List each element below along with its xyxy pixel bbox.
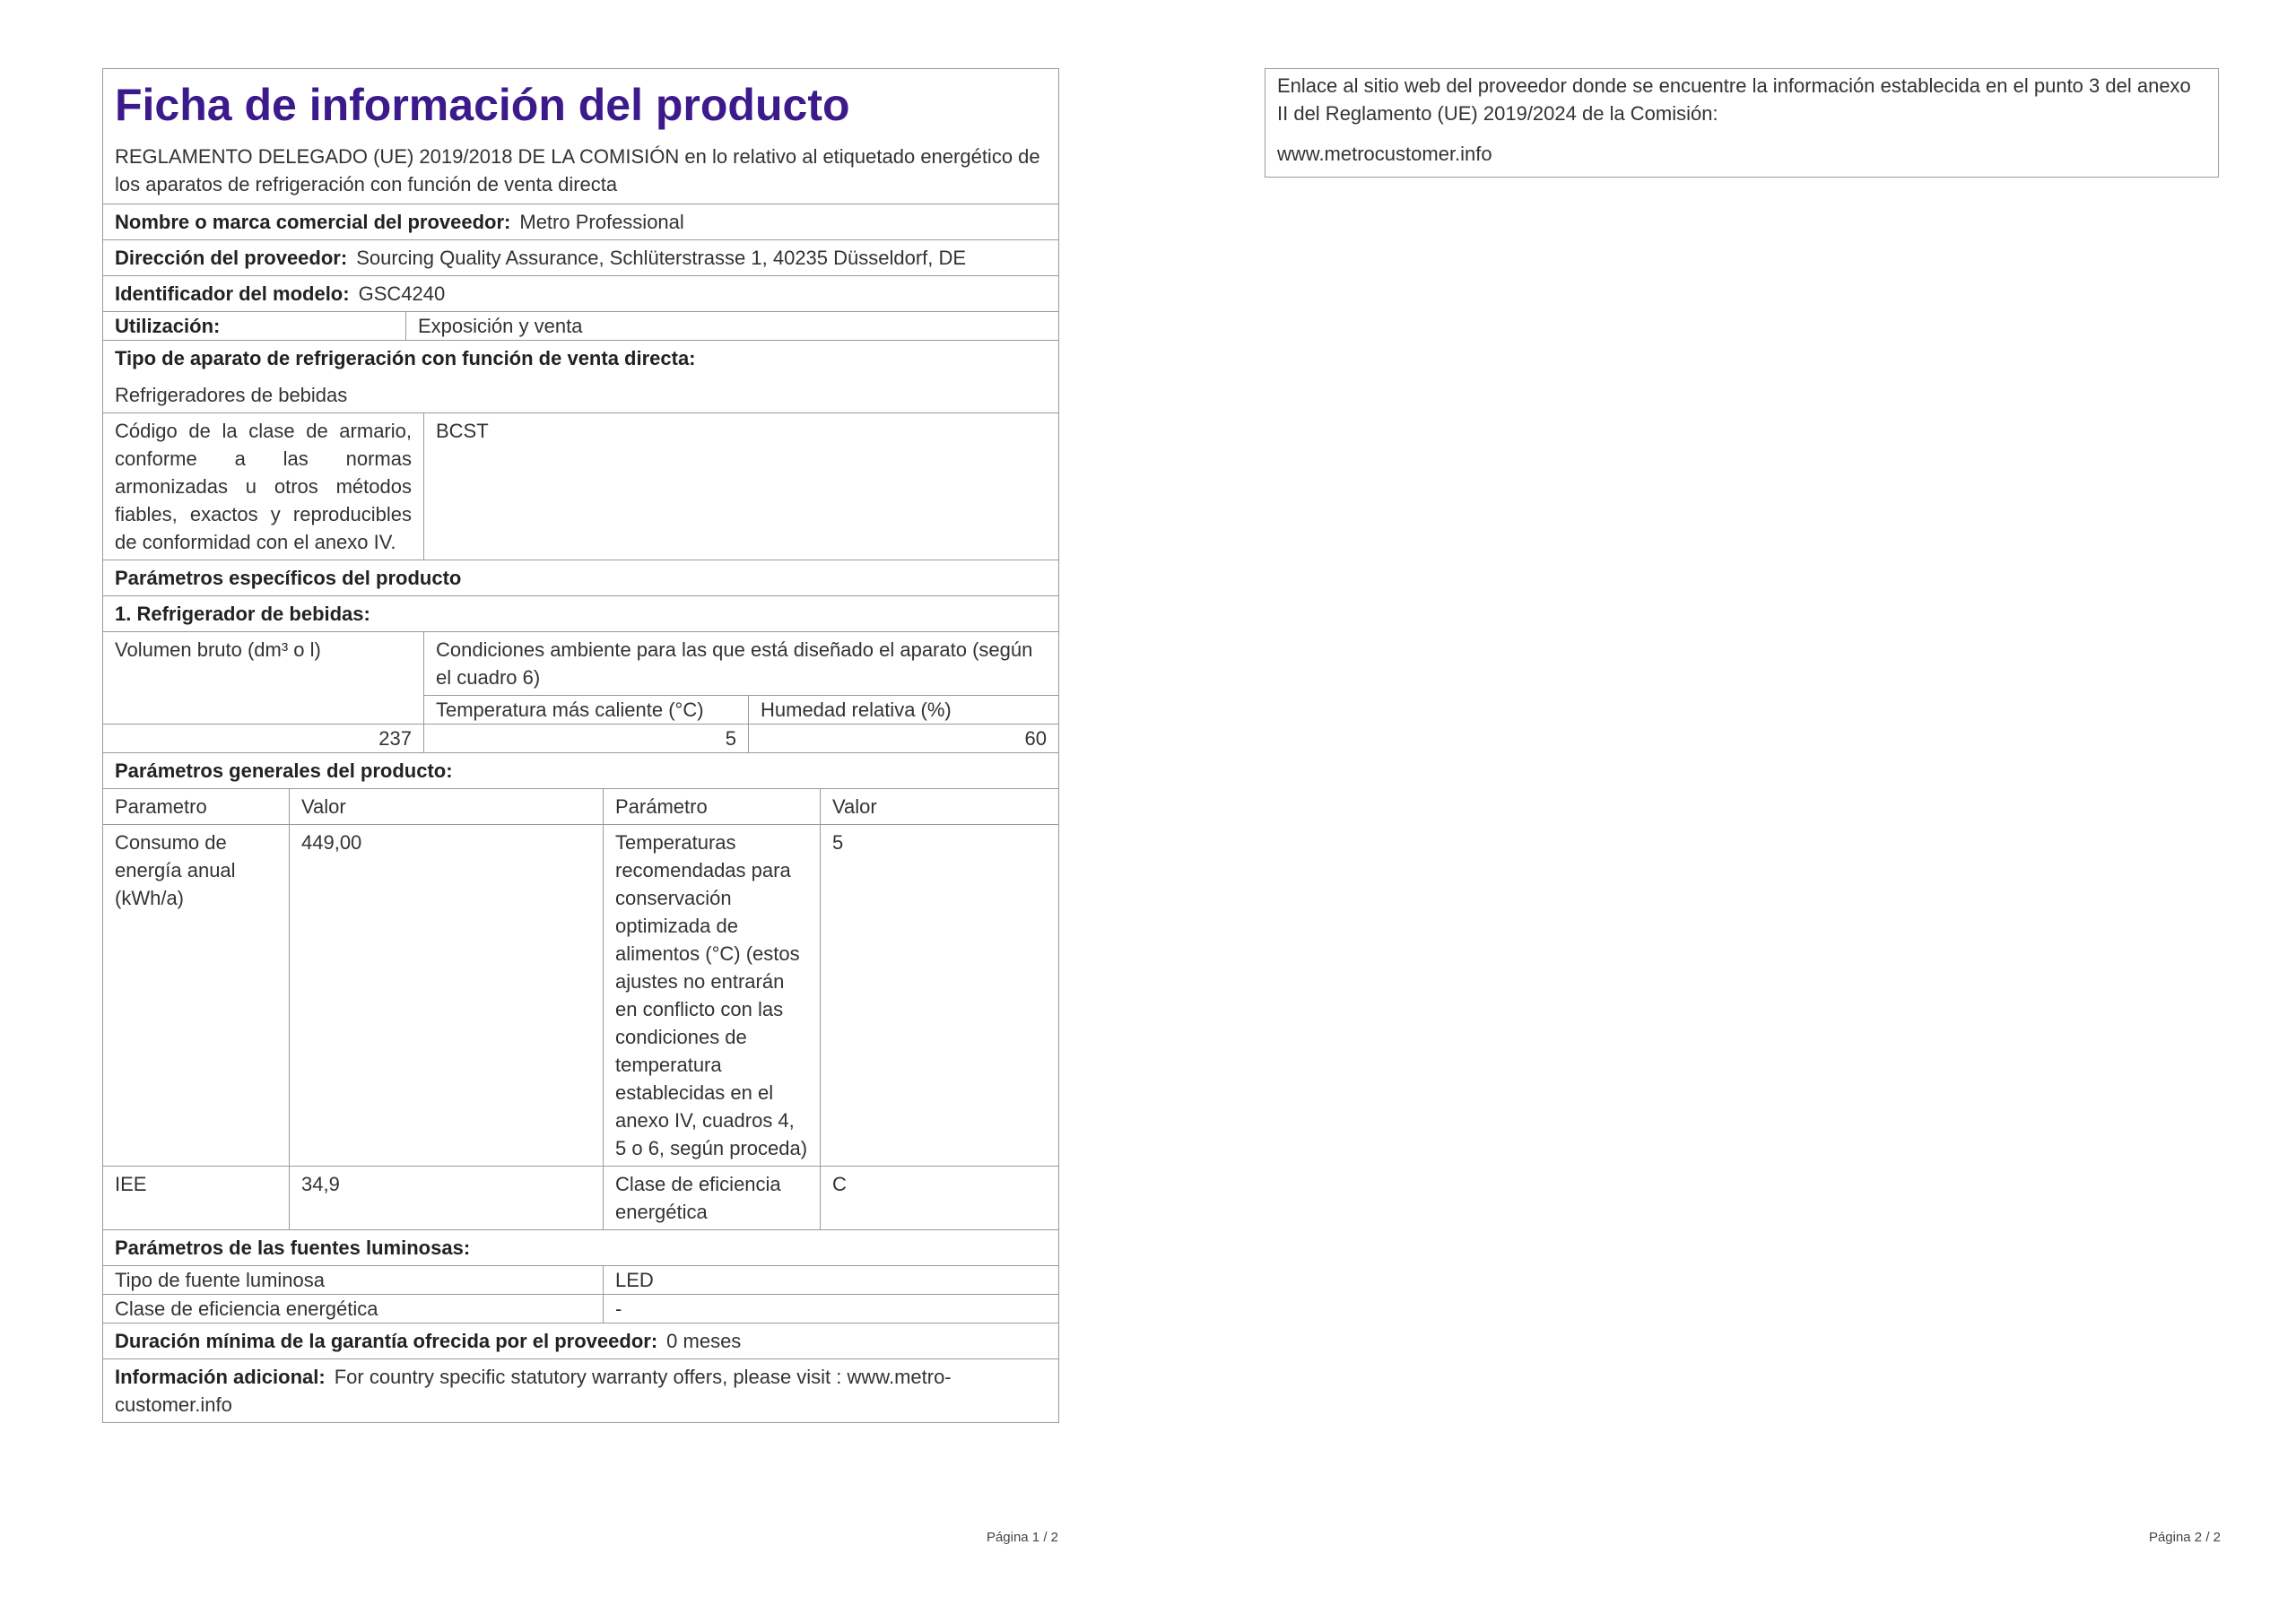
regulation-subtitle: REGLAMENTO DELEGADO (UE) 2019/2018 DE LA COMISIÓN en lo relativo al etiquetado energético de los aparatos de refrigeración con función de venta directa: [115, 145, 1040, 195]
warranty-label: Duración mínima de la garantía ofrecida por el proveedor:: [115, 1330, 658, 1352]
recommended-temperature-label: Temperaturas recomendadas para conservación optimizada de alimentos (°C) (estos ajustes no entrarán en conflicto con las condiciones de temperatura establecidas en el anexo IV, cuadros 4, 5 o 6, según proceda): [604, 825, 821, 1167]
supplier-label: Nombre o marca comercial del proveedor:: [115, 211, 511, 233]
light-source-type-label: Tipo de fuente luminosa: [103, 1266, 604, 1295]
appliance-type-label: Tipo de aparato de refrigeración con función de venta directa:: [115, 347, 696, 369]
additional-info-row: [103, 1359, 1059, 1423]
page-number-2: Página 2 / 2: [2148, 1530, 2221, 1545]
address-row: [103, 240, 1059, 276]
specific-params-heading: Parámetros específicos del producto: [115, 567, 462, 589]
temperature-value: 5: [424, 725, 749, 753]
use-label: Utilización:: [115, 315, 221, 337]
model-value: GSC4240: [358, 282, 446, 305]
recommended-temperature-value: 5: [821, 825, 1059, 1167]
supplier-website-box: [1265, 68, 2219, 178]
product-information-sheet: [102, 68, 1059, 1423]
cabinet-class-value: BCST: [424, 413, 1059, 560]
general-params-heading: Parámetros generales del producto:: [115, 759, 453, 782]
table-row: [103, 1167, 1059, 1230]
supplier-value: Metro Professional: [519, 211, 684, 233]
page-2: [1148, 0, 2296, 1623]
humidity-label: Humedad relativa (%): [749, 696, 1059, 725]
light-source-type-value: LED: [604, 1266, 1059, 1295]
table-row: [103, 1266, 1059, 1295]
volume-value: 237: [103, 725, 424, 753]
use-value: Exposición y venta: [418, 315, 583, 337]
beverage-heading: 1. Refrigerador de bebidas:: [115, 603, 370, 625]
appliance-type-row: [103, 341, 1059, 413]
light-energy-class-label: Clase de eficiencia energética: [103, 1295, 604, 1324]
temperature-label: Temperatura más caliente (°C): [424, 696, 749, 725]
general-header-value-1: Valor: [290, 789, 604, 825]
general-header-parameter-2: Parámetro: [604, 789, 821, 825]
light-energy-class-value: -: [604, 1295, 1059, 1324]
general-header-parameter-1: Parametro: [103, 789, 290, 825]
address-value: Sourcing Quality Assurance, Schlüterstrasse 1, 40235 Düsseldorf, DE: [356, 247, 967, 269]
supplier-website-label: Enlace al sitio web del proveedor donde se encuentre la información establecida en el punto 3 del anexo II del Reglamento (UE) 2019/2024 de la Comisión:: [1277, 74, 2191, 125]
humidity-value: 60: [749, 725, 1059, 753]
warranty-row: [103, 1324, 1059, 1359]
model-label: Identificador del modelo:: [115, 282, 350, 305]
annual-energy-value: 449,00: [290, 825, 604, 1167]
page-title: Ficha de información del producto: [115, 80, 850, 130]
conditions-label: Condiciones ambiente para las que está diseñado el aparato (según el cuadro 6): [424, 632, 1059, 696]
table-row: [103, 825, 1059, 1167]
table-row: [103, 1295, 1059, 1324]
general-header-value-2: Valor: [821, 789, 1059, 825]
eei-value: 34,9: [290, 1167, 604, 1230]
annual-energy-label: Consumo de energía anual (kWh/a): [103, 825, 290, 1167]
additional-info-value: For country specific statutory warranty offers, please visit : www.metro-customer.info: [115, 1366, 952, 1416]
energy-class-value: C: [821, 1167, 1059, 1230]
additional-info-label: Información adicional:: [115, 1366, 326, 1388]
cabinet-class-label: Código de la clase de armario, conforme a las normas armonizadas u otros métodos fiables, exactos y reproducibles de conformidad con el anexo IV.: [103, 413, 424, 560]
supplier-row: [103, 204, 1059, 240]
supplier-website-link[interactable]: www.metrocustomer.info: [1277, 143, 1492, 165]
energy-class-label: Clase de eficiencia energética: [604, 1167, 821, 1230]
eei-label: IEE: [103, 1167, 290, 1230]
model-row: [103, 276, 1059, 312]
page-number-1: Página 1 / 2: [986, 1530, 1058, 1545]
warranty-value: 0 meses: [666, 1330, 742, 1352]
address-label: Dirección del proveedor:: [115, 247, 348, 269]
header-cell: [103, 69, 1059, 204]
volume-label: Volumen bruto (dm³ o l): [103, 632, 424, 725]
appliance-type-value: Refrigeradores de bebidas: [115, 384, 348, 406]
light-params-heading: Parámetros de las fuentes luminosas:: [115, 1237, 471, 1259]
